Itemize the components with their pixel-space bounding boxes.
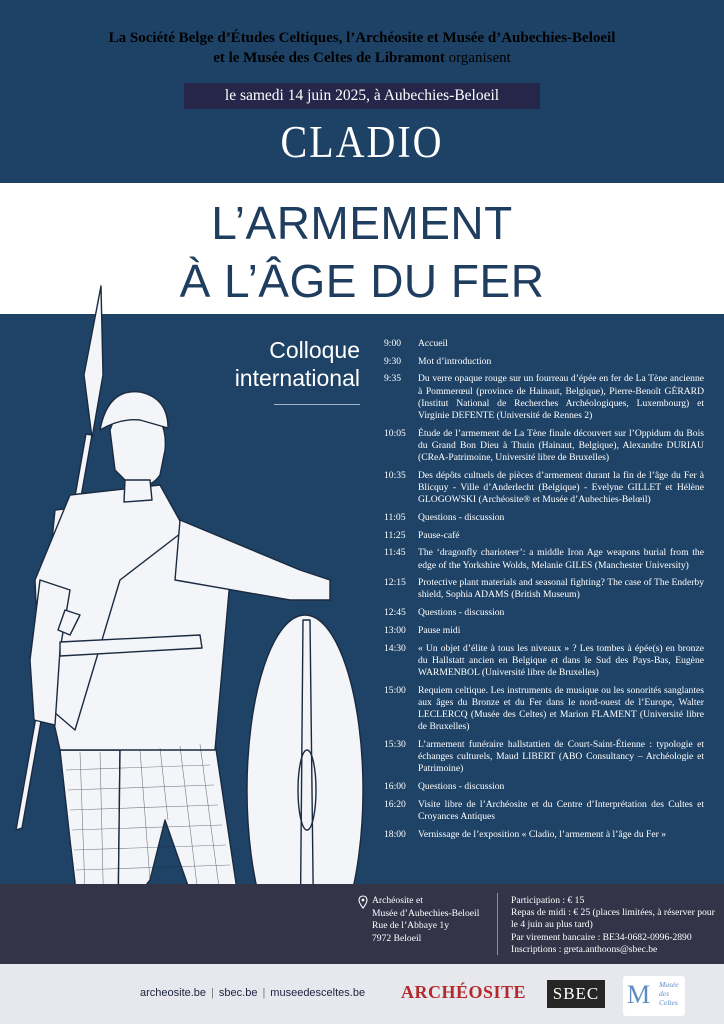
registration-email[interactable]: Inscriptions : greta.anthoons@sbec.be [511, 943, 658, 955]
program-row [384, 428, 704, 465]
program-time: 12:15 [384, 577, 406, 589]
program-text: Requiem celtique. Les instruments de musique ou les sonorités sanglantes aux âges du Bronze et du Fer dans le nord-ouest de l’Europe, Walter LECLERCQ (Musée des Celtes) et Marion FLAMENT (Université libre de Bruxelles) [418, 684, 704, 733]
organizers-line2 [0, 48, 724, 68]
subtitle-line2: international [234, 365, 360, 391]
address-line1: Archéosite et [372, 895, 423, 906]
program-text: Questions - discussion [418, 511, 505, 523]
program-time: 10:35 [384, 469, 406, 481]
program-text: Protective plant materials and seasonal fighting? The case of The Enderby shield, Sophia ADAMS (British Museum) [418, 577, 704, 601]
address-line4: 7972 Beloeil [372, 932, 422, 944]
program-time: 12:45 [384, 607, 406, 619]
program-text: Questions - discussion [418, 781, 505, 793]
practical-info [511, 895, 716, 956]
title-line2: À L’ÂGE DU FER [179, 255, 545, 307]
organizers-line2-normal: organisent [444, 50, 511, 66]
program-row [384, 643, 704, 680]
subtitle-line1: Colloque [269, 337, 360, 363]
program-text: Visite libre de l’Archéosite et du Centre d’Interprétation des Cultes et Croyances Antiques [418, 798, 704, 822]
program-time: 11:05 [384, 511, 406, 523]
subtitle [170, 336, 360, 392]
participation-fee: Participation : € 15 [511, 895, 585, 906]
program-time: 15:30 [384, 738, 406, 750]
address-line3: Rue de l’Abbaye 1y [372, 920, 449, 931]
program-row [384, 739, 704, 776]
program-time: 18:00 [384, 828, 406, 840]
program-text: Étude de l’armement de La Tène finale découvert sur l’Oppidum du Bois du Grand Bon Dieu à Thuin (Hainaut, Belgique), Alexandre DURIAU (CReA-Patrimoine, Université libre de Bruxelles) [418, 427, 704, 464]
musee-logo-mark: M [627, 980, 651, 1009]
organizers-line2-bold: et le Musée des Celtes de Libramont [213, 50, 445, 66]
program-text: Questions - discussion [418, 607, 505, 619]
program-time: 16:00 [384, 781, 406, 793]
program-row [384, 685, 704, 734]
program-row [384, 338, 704, 350]
program-row [384, 512, 704, 524]
program-row [384, 829, 704, 841]
info-divider [497, 893, 498, 955]
program-list [384, 338, 704, 846]
address-line2: Musée d’Aubechies-Beloeil [372, 907, 480, 919]
program-text: Pause-café [418, 529, 460, 541]
program-text: Vernissage de l’exposition « Cladio, l’armement à l’âge du Fer » [418, 828, 667, 840]
sbec-logo: SBEC [547, 980, 605, 1008]
program-time: 9:00 [384, 338, 402, 349]
organizers-line1: La Société Belge d’Études Celtiques, l’Archéosite et Musée d’Aubechies-Beloeil [108, 30, 616, 46]
program-text: L’armement funéraire hallstattien de Court-Saint-Étienne : typologie et échanges culturels, Maud LIBERT (ABO Consultancy – Archéologie et Patrimoine) [418, 738, 704, 775]
program-row [384, 607, 704, 619]
footer-links: archeosite.be | sbec.be | museedesceltes.be [140, 987, 366, 999]
title-line1: L’ARMEMENT [211, 197, 513, 249]
program-text: The ‘dragonfly charioteer’: a middle Iron Age weapons burial from the edge of the Yorkshire Wolds, Melanie GILES (Manchester University) [418, 547, 704, 571]
program-time: 15:00 [384, 684, 406, 696]
program-text: Du verre opaque rouge sur un fourreau d’épée en fer de La Tène ancienne à Pommerœul (province de Hainaut, Belgique), Pierre-Benoît GÉRARD (Institut National de Recherches Archéologiques, Luxembourg) et Virginie DEFENTE (Université de Rennes 2) [418, 373, 704, 422]
program-text: Mot d’introduction [418, 355, 492, 367]
musee-logo-text: Musée des Celtes [659, 980, 679, 1007]
link-museedesceltes[interactable]: museedesceltes.be [270, 987, 366, 999]
program-row [384, 470, 704, 507]
program-row [384, 547, 704, 571]
program-text: Accueil [418, 338, 448, 349]
meal-fee: Repas de midi : € 25 (places limitées, à réserver pour le 4 juin au plus tard) [511, 907, 715, 931]
program-row [384, 781, 704, 793]
venue-address [372, 895, 479, 945]
archeosite-logo: ARCHÉOSITE [401, 982, 527, 1002]
program-time: 9:30 [384, 355, 402, 367]
subtitle-divider [274, 404, 360, 405]
link-sbec[interactable]: sbec.be [218, 987, 258, 999]
organizers [0, 28, 724, 68]
event-date: le samedi 14 juin 2025, à Aubechies-Beloeil [184, 83, 540, 109]
program-row [384, 577, 704, 601]
location-pin-icon [358, 895, 368, 909]
program-time: 13:00 [384, 624, 406, 636]
program-time: 14:30 [384, 642, 406, 654]
program-text: Pause midi [418, 624, 461, 636]
program-time: 9:35 [384, 373, 402, 385]
link-archeosite[interactable]: archeosite.be [140, 987, 207, 999]
program-time: 11:45 [384, 547, 406, 559]
musee-des-celtes-logo [623, 976, 685, 1016]
cladio-wordmark: CLADIO [280, 115, 444, 168]
bank-account: Par virement bancaire : BE34-0682-0996-2890 [511, 931, 692, 943]
program-row [384, 625, 704, 637]
program-time: 16:20 [384, 798, 406, 810]
program-row [384, 373, 704, 422]
program-row [384, 530, 704, 542]
program-row [384, 799, 704, 823]
program-time: 10:05 [384, 427, 406, 439]
program-text: Des dépôts cultuels de pièces d’armement durant la fin de l’âge du Fer à Blicquy - Ville d’Anderlecht (Belgique) - Evelyne GILLET et Hélène GLOGOWSKI (Archéosite® et Musée d’Aubechies-Belœil) [418, 469, 704, 506]
program-row [384, 356, 704, 368]
program-text: « Un objet d’élite à tous les niveaux » ? Les tombes à épée(s) en bronze du Hallstatt ancien en Belgique et dans le Sud des Pays-Bas, Eugène WARMENBOL (Université libre de Bruxelles) [418, 642, 704, 678]
program-time: 11:25 [384, 529, 406, 541]
